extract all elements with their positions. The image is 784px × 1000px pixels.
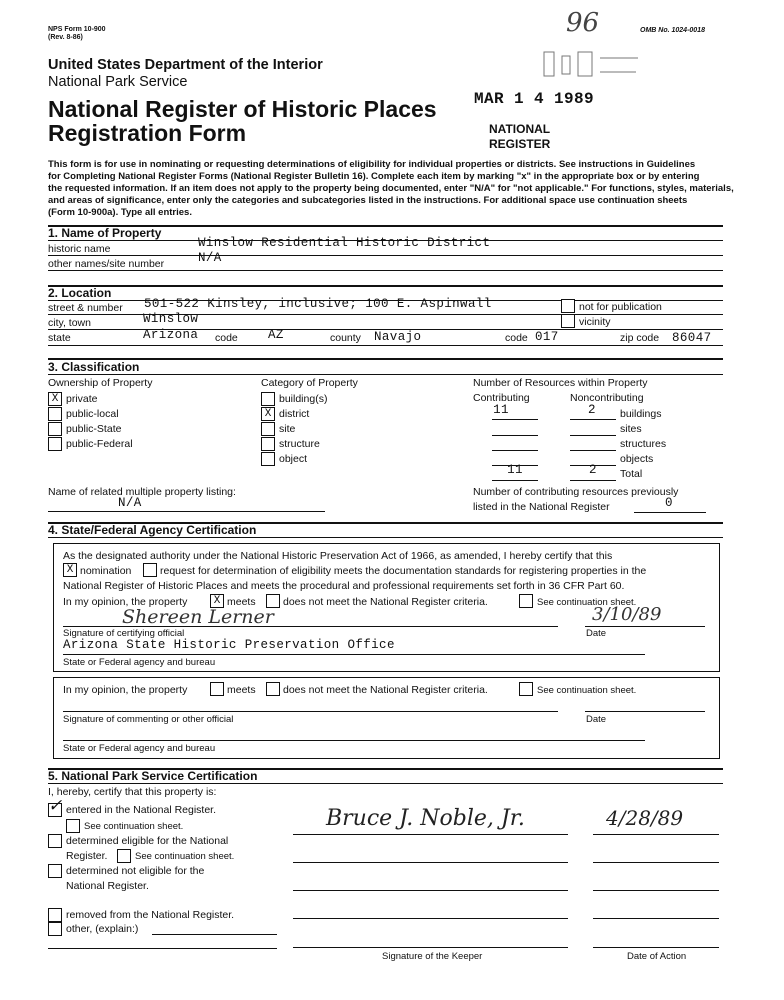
zip-value[interactable]: 86047 <box>672 331 712 345</box>
buildings-contributing[interactable]: 11 <box>493 403 509 417</box>
section-2-heading: 2. Location <box>48 286 112 300</box>
total-contributing[interactable]: 11 <box>507 463 523 477</box>
opinion-label: In my opinion, the property <box>63 596 188 608</box>
removed-checkbox[interactable] <box>48 908 62 922</box>
district-checkbox[interactable]: X <box>261 407 275 421</box>
received-date-stamp: MAR 1 4 1989 <box>474 90 595 108</box>
state-label: state <box>48 332 71 344</box>
agency-name: United States Department of the Interior <box>48 57 323 73</box>
objects-row-label: objects <box>620 453 654 465</box>
related-listing-value[interactable]: N/A <box>118 496 142 510</box>
other-checkbox[interactable] <box>48 922 62 936</box>
section-1-heading: 1. Name of Property <box>48 226 162 240</box>
continuation-checkbox-4a[interactable] <box>519 594 533 608</box>
certify-text-2: request for determination of eligibility meets the documentation standards for registering properties in the <box>160 565 647 577</box>
form-revision: (Rev. 8-86) <box>48 34 83 41</box>
county-value[interactable]: Navajo <box>374 330 422 344</box>
request-checkbox[interactable] <box>143 563 157 577</box>
comment-opinion-label: In my opinion, the property <box>63 684 188 696</box>
certifying-signature-label: Signature of certifying official <box>63 628 185 639</box>
historic-name-label: historic name <box>48 243 111 255</box>
section-3-heading: 3. Classification <box>48 360 140 374</box>
form-title: National Register of Historic Places <box>48 96 437 122</box>
private-checkbox[interactable]: X <box>48 392 62 406</box>
stamp-national: NATIONAL <box>489 122 551 136</box>
removed-label: removed from the National Register. <box>66 909 235 921</box>
city-value[interactable]: Winslow <box>143 312 199 326</box>
not-for-publication-checkbox[interactable] <box>561 299 575 313</box>
site-checkbox[interactable] <box>261 422 275 436</box>
ownership-label: Ownership of Property <box>48 377 153 389</box>
zip-label: zip code <box>620 332 660 344</box>
state-code-label: code <box>215 332 238 344</box>
comment-meets-checkbox[interactable] <box>210 682 224 696</box>
comment-meets-label: meets <box>227 684 256 696</box>
previously-listed-label-1: Number of contributing resources previously <box>473 486 679 498</box>
entered-checkbox[interactable] <box>48 796 63 817</box>
historic-name-value[interactable]: Winslow Residential Historic District <box>198 236 491 250</box>
comment-does-not-meet-checkbox[interactable] <box>266 682 280 696</box>
city-label: city, town <box>48 317 91 329</box>
continuation-label-4b: See continuation sheet. <box>537 685 637 696</box>
structure-checkbox[interactable] <box>261 437 275 451</box>
object-checkbox[interactable] <box>261 452 275 466</box>
certify-text-3: National Register of Historic Places and meets the procedural and professional requirements set forth in 36 CFR Part 60. <box>63 580 625 592</box>
state-agency-value[interactable]: Arizona State Historic Preservation Office <box>63 638 395 652</box>
previously-listed-value[interactable]: 0 <box>665 496 673 510</box>
object-label: object <box>279 453 308 465</box>
section-5-heading: 5. National Park Service Certification <box>48 769 258 783</box>
county-code-value[interactable]: 017 <box>535 330 559 344</box>
buildings-noncontributing[interactable]: 2 <box>588 403 596 417</box>
checkmark-icon: ✓ <box>48 796 63 816</box>
keeper-signature: Bruce J. Noble, Jr. <box>326 806 525 831</box>
keeper-signature-label: Signature of the Keeper <box>382 951 483 962</box>
form-number: NPS Form 10-900 <box>48 26 106 33</box>
resources-label: Number of Resources within Property <box>473 377 648 389</box>
service-name: National Park Service <box>48 74 188 90</box>
section-4-heading: 4. State/Federal Agency Certification <box>48 523 257 537</box>
street-value[interactable]: 501-522 Kinsley, inclusive; 100 E. Aspinwall <box>144 297 492 311</box>
form-subtitle: Registration Form <box>48 120 247 146</box>
public-state-label: public-State <box>66 423 122 435</box>
stamp-register: REGISTER <box>489 137 551 151</box>
street-label: street & number <box>48 302 123 314</box>
keeper-date-value: 4/28/89 <box>606 806 684 830</box>
entered-continuation-label: See continuation sheet. <box>84 821 184 832</box>
certify-text-1: As the designated authority under the National Historic Preservation Act of 1966, as amended, I hereby certify that this <box>63 550 613 562</box>
county-code-label: code <box>505 332 528 344</box>
total-noncontributing[interactable]: 2 <box>589 463 597 477</box>
state-value[interactable]: Arizona <box>143 328 199 342</box>
eligible-continuation-checkbox[interactable] <box>117 849 131 863</box>
commenting-date-label: Date <box>586 714 607 725</box>
noncontributing-header: Noncontributing <box>570 392 644 404</box>
sites-row-label: sites <box>620 423 642 435</box>
public-local-label: public-local <box>66 408 119 420</box>
determined-eligible-label-2: Register. <box>66 850 108 862</box>
structures-row-label: structures <box>620 438 667 450</box>
other-label: other, (explain:) <box>66 923 139 935</box>
received-stamp-mark <box>540 50 640 80</box>
vicinity-label: vicinity <box>579 316 611 328</box>
eligible-continuation-label: See continuation sheet. <box>135 851 235 862</box>
continuation-label-4a: See continuation sheet. <box>537 597 637 608</box>
certifying-date-value: 3/10/89 <box>592 604 662 625</box>
buildings-row-label: buildings <box>620 408 662 420</box>
nomination-checkbox[interactable]: X <box>63 563 77 577</box>
meets-checkbox[interactable]: X <box>210 594 224 608</box>
category-label: Category of Property <box>261 377 358 389</box>
not-eligible-checkbox[interactable] <box>48 864 62 878</box>
structure-label: structure <box>279 438 320 450</box>
entered-continuation-checkbox[interactable] <box>66 819 80 833</box>
county-label: county <box>330 332 361 344</box>
total-row-label: Total <box>620 468 643 480</box>
commenting-signature-label: Signature of commenting or other official <box>63 714 234 725</box>
certifying-signature: Shereen Lerner <box>122 606 274 628</box>
nomination-label: nomination <box>80 565 132 577</box>
instructions: This form is for use in nominating or requesting determinations of eligibility for individual properties or districts. See instructions in Guidelines for Completing National Register Forms (National Register Bulletin 16). Complete each item by marking "x" in the appropriate box or by entering the requested information. If an item does not apply to the property being documented, enter "N/A" for "not applicable." For functions, styles, materials, and areas of significance, enter only the categories and subcategories listed in the instructions. For additional space use continuation sheets (Form 10-900a). Type all entries. <box>48 159 734 218</box>
determined-eligible-checkbox[interactable] <box>48 834 62 848</box>
entered-label: entered in the National Register. <box>66 804 217 816</box>
keeper-intro: I, hereby, certify that this property is: <box>48 786 217 798</box>
district-label: district <box>279 408 310 420</box>
public-federal-label: public-Federal <box>66 438 133 450</box>
does-not-meet-label: does not meet the National Register criteria. <box>283 596 488 608</box>
not-for-publication-label: not for publication <box>579 301 662 313</box>
meets-label: meets <box>227 596 256 608</box>
buildings-category-label: building(s) <box>279 393 328 405</box>
not-eligible-label-2: National Register. <box>66 880 149 892</box>
omb-number: OMB No. 1024-0018 <box>640 27 705 34</box>
other-names-label: other names/site number <box>48 258 165 270</box>
previously-listed-label-2: listed in the National Register <box>473 501 610 513</box>
determined-eligible-label: determined eligible for the National <box>66 835 229 847</box>
private-label: private <box>66 393 98 405</box>
state-agency-label: State or Federal agency and bureau <box>63 657 216 668</box>
certifying-date-label: Date <box>586 628 607 639</box>
date-of-action-label: Date of Action <box>627 951 687 962</box>
other-names-value[interactable]: N/A <box>198 251 222 265</box>
handwritten-number: 96 <box>566 8 600 38</box>
public-federal-checkbox[interactable] <box>48 437 62 451</box>
public-state-checkbox[interactable] <box>48 422 62 436</box>
not-eligible-label: determined not eligible for the <box>66 865 205 877</box>
comment-does-not-meet-label: does not meet the National Register criteria. <box>283 684 488 696</box>
state-code-value[interactable]: AZ <box>268 328 284 342</box>
continuation-checkbox-4b[interactable] <box>519 682 533 696</box>
buildings-checkbox[interactable] <box>261 392 275 406</box>
contributing-header: Contributing <box>473 392 530 404</box>
public-local-checkbox[interactable] <box>48 407 62 421</box>
related-listing-label: Name of related multiple property listing: <box>48 486 236 498</box>
vicinity-checkbox[interactable] <box>561 314 575 328</box>
commenting-agency-label: State or Federal agency and bureau <box>63 743 216 754</box>
site-label: site <box>279 423 296 435</box>
